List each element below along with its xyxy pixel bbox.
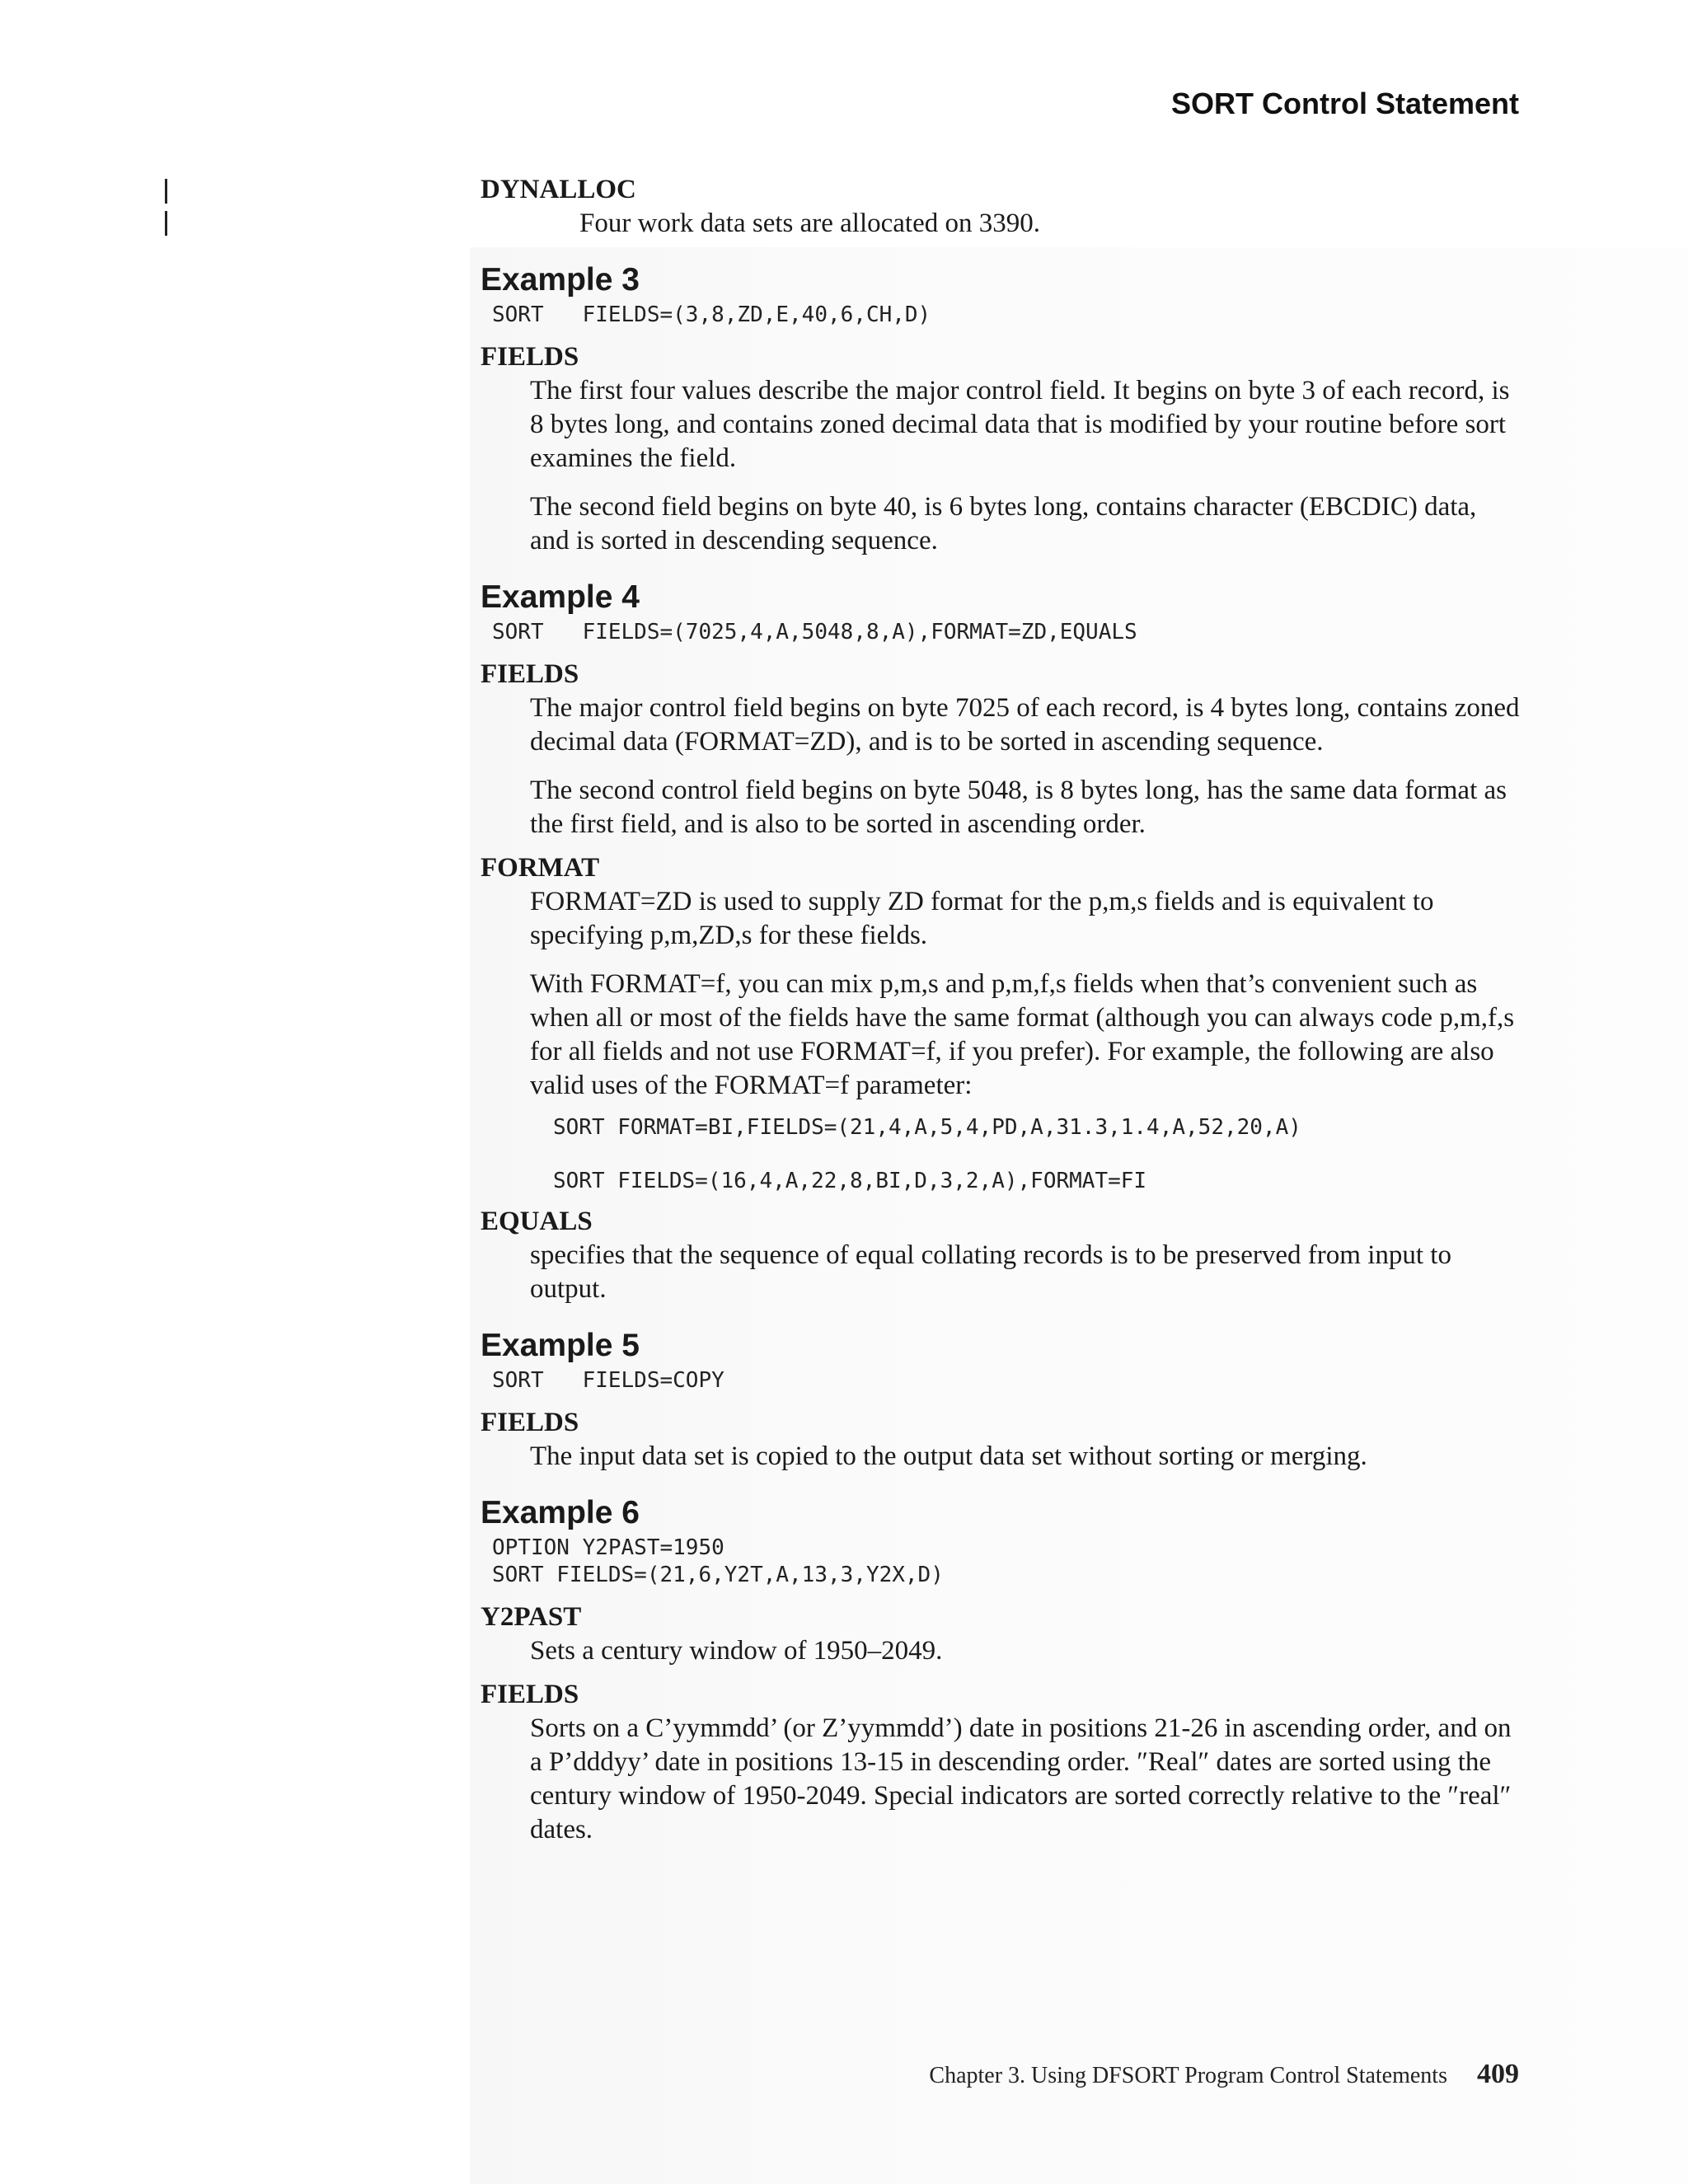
example-6-y2past-term: Y2PAST — [481, 1602, 582, 1632]
example-5-heading: Example 5 — [481, 1328, 640, 1363]
page-number: 409 — [1477, 2059, 1519, 2089]
example-4-format-paragraph-1: FORMAT=ZD is used to supply ZD format for the p,m,s fields and is equivalent to specifying p,m,ZD,s for these fields. — [530, 887, 1434, 950]
example-5-fields-paragraph: The input data set is copied to the output data set without sorting or merging. — [530, 1441, 1367, 1471]
change-bar — [165, 211, 167, 236]
running-header: SORT Control Statement — [1170, 87, 1519, 120]
example-6-code: OPTION Y2PAST=1950 SORT FIELDS=(21,6,Y2T,A,13,3,Y2X,D) — [492, 1535, 944, 1587]
example-4-equals-term: EQUALS — [481, 1207, 593, 1236]
example-4-fields-paragraph-2: The second control field begins on byte 5048, is 8 bytes long, has the same data format as the first field, and is also to be sorted in ascending order. — [530, 776, 1507, 839]
example-4-equals-paragraph: specifies that the sequence of equal collating records is to be preserved from input to output. — [530, 1240, 1451, 1304]
document-body — [481, 173, 1521, 1847]
page-footer — [929, 2059, 1519, 2090]
example-3-heading: Example 3 — [481, 262, 640, 298]
example-5-fields-term: FIELDS — [481, 1408, 579, 1437]
example-4-fields-paragraph-1: The major control field begins on byte 7025 of each record, is 4 bytes long, contains zoned decimal data (FORMAT=ZD), and is to be sorted in ascending sequence. — [530, 693, 1520, 757]
example-4-fields-term: FIELDS — [481, 659, 579, 689]
example-6-fields-term: FIELDS — [481, 1680, 579, 1709]
example-6-y2past-paragraph: Sets a century window of 1950–2049. — [530, 1636, 943, 1666]
dynalloc-description: Four work data sets are allocated on 3390. — [579, 209, 1041, 238]
example-3-code: SORT FIELDS=(3,8,ZD,E,40,6,CH,D) — [492, 302, 931, 327]
example-5-code: SORT FIELDS=COPY — [492, 1368, 724, 1393]
change-bar — [165, 179, 167, 204]
example-3-fields-paragraph-2: The second field begins on byte 40, is 6 bytes long, contains character (EBCDIC) data, and is sorted in descending sequence. — [530, 492, 1477, 555]
example-3-fields-paragraph-1: The first four values describe the major control field. It begins on byte 3 of each record, is 8 bytes long, and contains zoned decimal data that is modified by your routine before sort examines the field. — [530, 376, 1510, 473]
example-4-format-term: FORMAT — [481, 853, 600, 883]
example-4-heading: Example 4 — [481, 579, 640, 615]
example-4-format-code-2: SORT FIELDS=(16,4,A,22,8,BI,D,3,2,A),FORMAT=FI — [553, 1169, 1147, 1193]
example-4-code: SORT FIELDS=(7025,4,A,5048,8,A),FORMAT=ZD,EQUALS — [492, 620, 1137, 644]
footer-chapter-title: Chapter 3. Using DFSORT Program Control Statements — [929, 2063, 1447, 2088]
example-6-heading: Example 6 — [481, 1495, 640, 1530]
dynalloc-term: DYNALLOC — [481, 175, 636, 204]
example-3-fields-term: FIELDS — [481, 342, 579, 372]
example-4-format-code-1: SORT FORMAT=BI,FIELDS=(21,4,A,5,4,PD,A,31.3,1.4,A,52,20,A) — [553, 1115, 1301, 1140]
example-6-fields-paragraph: Sorts on a C’yymmdd’ (or Z’yymmdd’) date in positions 21-26 in ascending order, and on a P’dddyy’ date in positions 13-15 in descending order. ″Real″ dates are sorted using the century window of 1950-2049. Special indicators are sorted correctly relative to the ″real″ dates. — [530, 1713, 1512, 1844]
example-4-format-paragraph-2: With FORMAT=f, you can mix p,m,s and p,m,f,s fields when that’s convenient such as when all or most of the fields have the same format (although you can always code p,m,f,s for all fields and not use FORMAT=f, if you prefer). For example, the following are also valid uses of the FORMAT=f parameter: — [530, 969, 1515, 1100]
